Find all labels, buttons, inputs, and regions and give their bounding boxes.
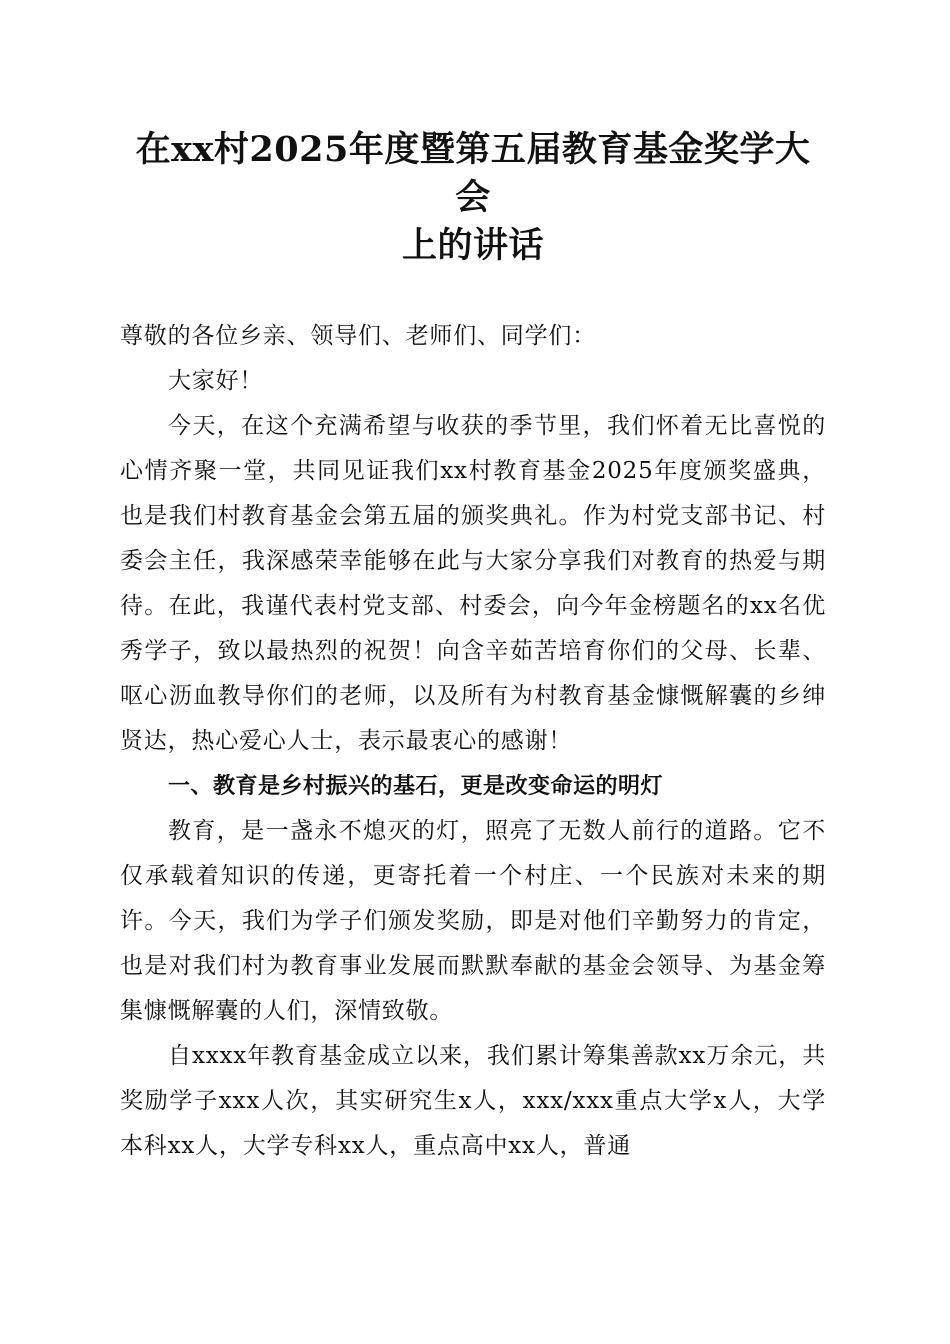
title-line-2: 上的讲话: [401, 225, 544, 266]
paragraph-3: 自xxxx年教育基金成立以来，我们累计筹集善款xx万余元，共奖励学子xxx人次，其实研究生x人，xxx/xxx重点大学x人，大学本科xx人，大学专科xx人，重点高中xx人，普通: [120, 1043, 826, 1159]
section-heading-1: 一、教育是乡村振兴的基石，更是改变命运的明灯: [168, 774, 664, 799]
document-body: [120, 314, 826, 1169]
document-title: [120, 126, 826, 270]
paragraph-intro: 今天，在这个充满希望与收获的季节里，我们怀着无比喜悦的心情齐聚一堂，共同见证我们xx村教育基金2025年度颁奖盛典，也是我们村教育基金会第五届的颁奖典礼。作为村党支部书记、村委会主任，我深感荣幸能够在此与大家分享我们对教育的热爱与期待。在此，我谨代表村党支部、村委会，向今年金榜题名的xx名优秀学子，致以最热烈的祝贺！向含辛茹苦培育你们的父母、长辈、呕心沥血教导你们的老师，以及所有为村教育基金慷慨解囊的乡绅贤达，热心爱心人士，表示最衷心的感谢！: [120, 413, 826, 754]
title-line-1: 在xx村2025年度暨第五届教育基金奖学大会: [135, 129, 811, 218]
salutation: 尊敬的各位乡亲、领导们、老师们、同学们：: [120, 323, 596, 349]
paragraph-2: 教育，是一盏永不熄灭的灯，照亮了无数人前行的道路。它不仅承载着知识的传递，更寄托着一个村庄、一个民族对未来的期许。今天，我们为学子们颁发奖励，即是对他们辛勤努力的肯定，也是对我们村为教育事业发展而默默奉献的基金会领导、为基金筹集慷慨解囊的人们，深情致敬。: [120, 818, 826, 1024]
greeting: 大家好！: [168, 368, 264, 394]
